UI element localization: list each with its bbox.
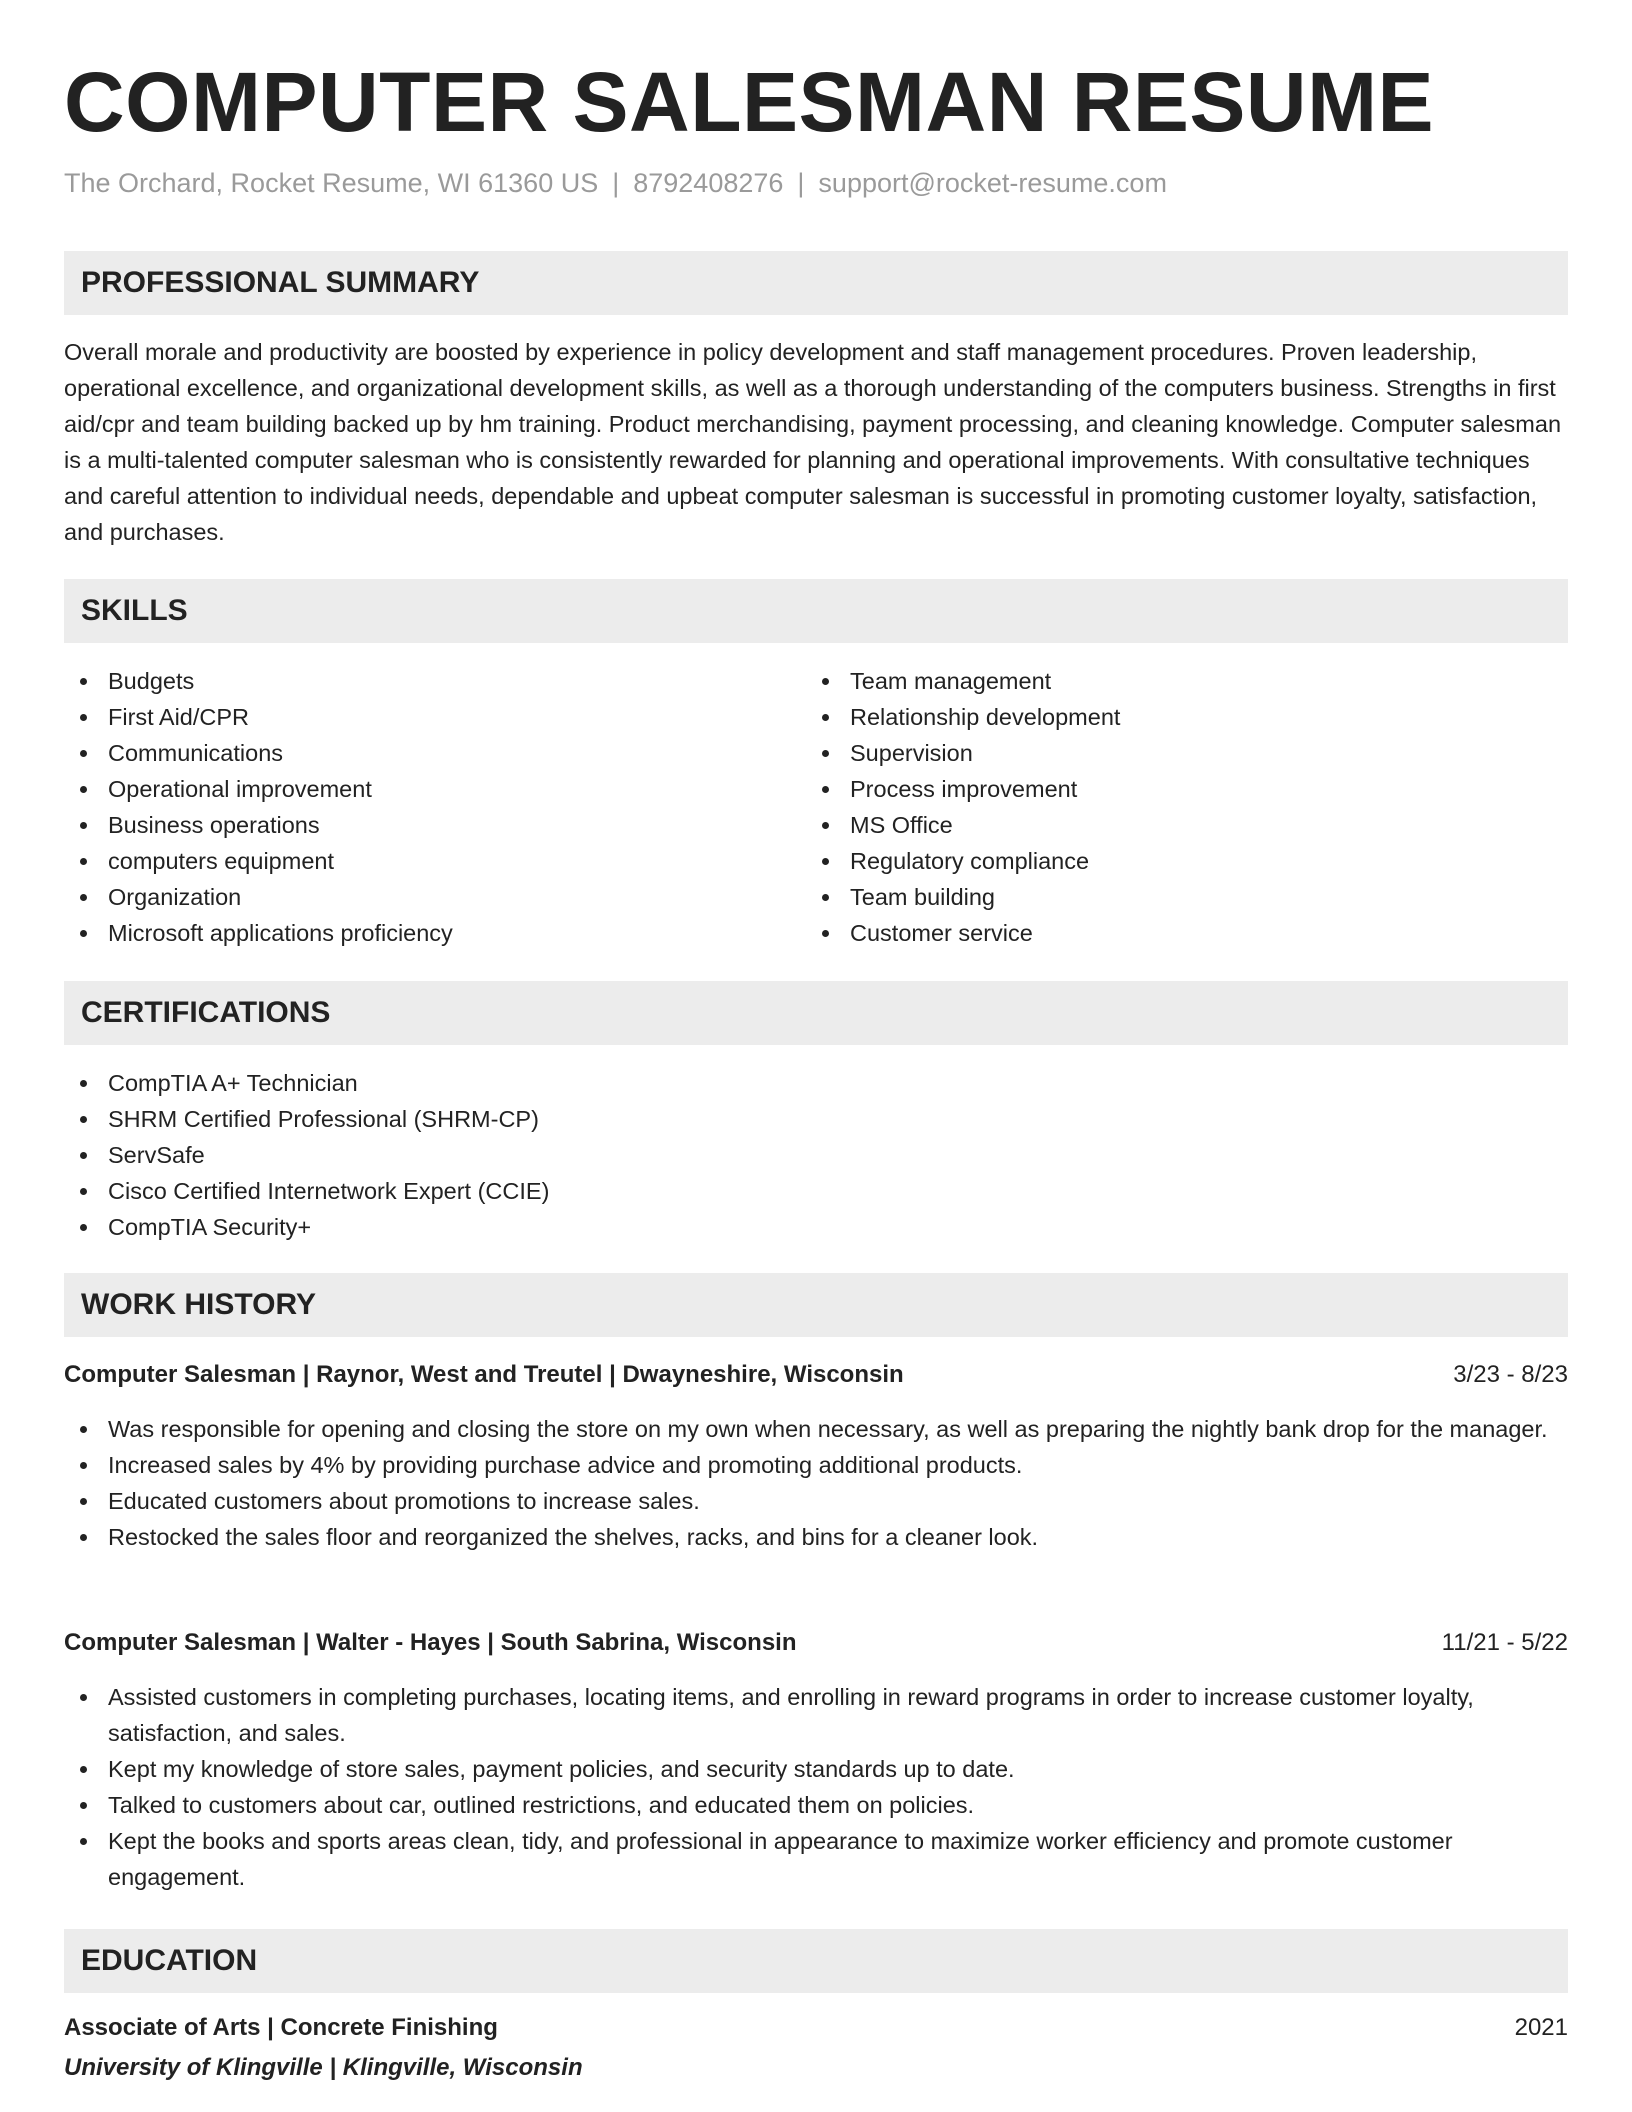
section-header-education <box>64 1929 1568 1993</box>
job-bullet: Assisted customers in completing purchases, locating items, and enrolling in reward programs in order to increase customer loyalty, satisfaction, and sales. <box>64 1679 1568 1751</box>
skill-item: Operational improvement <box>64 771 764 807</box>
section-title-summary: PROFESSIONAL SUMMARY <box>81 266 480 299</box>
job-bullet: Increased sales by 4% by providing purchase advice and promoting additional products. <box>64 1447 1568 1483</box>
job-bullet: Restocked the sales floor and reorganized the shelves, racks, and bins for a cleaner look. <box>64 1519 1568 1555</box>
job-dates-2: 11/21 - 5/22 <box>1441 1629 1568 1656</box>
section-header-skills <box>64 579 1568 643</box>
skill-item: Relationship development <box>806 699 1506 735</box>
contact-email[interactable]: support@rocket-resume.com <box>818 168 1167 198</box>
job-bullet: Talked to customers about car, outlined restrictions, and educated them on policies. <box>64 1787 1568 1823</box>
skill-item: Communications <box>64 735 764 771</box>
job-bullets-1 <box>64 1411 1568 1555</box>
job-bullet: Kept the books and sports areas clean, tidy, and professional in appearance to maximize worker efficiency and promote customer engagement. <box>64 1823 1568 1895</box>
contact-separator: | <box>797 168 805 198</box>
certification-item: Cisco Certified Internetwork Expert (CCIE) <box>64 1173 1568 1209</box>
section-title-certifications: CERTIFICATIONS <box>81 996 331 1029</box>
skill-item: Team building <box>806 879 1506 915</box>
contact-address: The Orchard, Rocket Resume, WI 61360 US <box>64 168 599 198</box>
job-title-2: Computer Salesman | Walter - Hayes | South Sabrina, Wisconsin <box>64 1629 797 1656</box>
skill-item: Regulatory compliance <box>806 843 1506 879</box>
education-school: University of Klingville | Klingville, Wisconsin <box>64 2054 583 2081</box>
skill-item: computers equipment <box>64 843 764 879</box>
skill-item: Budgets <box>64 663 764 699</box>
skill-item: Microsoft applications proficiency <box>64 915 764 951</box>
job-title-1: Computer Salesman | Raynor, West and Treutel | Dwayneshire, Wisconsin <box>64 1361 904 1388</box>
certification-item: CompTIA Security+ <box>64 1209 1568 1245</box>
summary-paragraph: Overall morale and productivity are boosted by experience in policy development and staff management procedures. Proven leadership, operational excellence, and organizational development skills, as well as a thorough understanding of the computers business. Strengths in first aid/cpr and team building backed up by hm training. Product merchandising, payment processing, and cleaning knowledge. Computer salesman is a multi-talented computer salesman who is consistently rewarded for planning and operational improvements. With consultative techniques and careful attention to individual needs, dependable and upbeat computer salesman is successful in promoting customer loyalty, satisfaction, and purchases. <box>64 339 1562 545</box>
section-title-work-history: WORK HISTORY <box>81 1288 317 1321</box>
contact-line <box>64 165 1167 201</box>
education-year: 2021 <box>1514 2014 1568 2041</box>
section-header-summary <box>64 251 1568 315</box>
skill-item: Organization <box>64 879 764 915</box>
section-title-skills: SKILLS <box>81 594 188 627</box>
job-bullet: Was responsible for opening and closing the store on my own when necessary, as well as preparing the nightly bank drop for the manager. <box>64 1411 1568 1447</box>
skill-item: Process improvement <box>806 771 1506 807</box>
education-degree: Associate of Arts | Concrete Finishing <box>64 2014 498 2041</box>
certifications-list <box>64 1065 1568 1245</box>
skills-list-left <box>64 663 764 951</box>
contact-phone: 8792408276 <box>633 168 784 198</box>
skill-item: MS Office <box>806 807 1506 843</box>
skill-item: Business operations <box>64 807 764 843</box>
skill-item: Team management <box>806 663 1506 699</box>
section-title-education: EDUCATION <box>81 1944 258 1977</box>
skills-list-right <box>806 663 1506 951</box>
skill-item: First Aid/CPR <box>64 699 764 735</box>
job-bullet: Kept my knowledge of store sales, payment policies, and security standards up to date. <box>64 1751 1568 1787</box>
certification-item: ServSafe <box>64 1137 1568 1173</box>
section-header-work-history <box>64 1273 1568 1337</box>
job-dates-1: 3/23 - 8/23 <box>1453 1361 1568 1388</box>
contact-separator: | <box>612 168 620 198</box>
section-header-certifications <box>64 981 1568 1045</box>
skill-item: Supervision <box>806 735 1506 771</box>
certification-item: CompTIA A+ Technician <box>64 1065 1568 1101</box>
resume-name-title: COMPUTER SALESMAN RESUME <box>64 55 1435 149</box>
job-bullets-2 <box>64 1679 1568 1895</box>
certification-item: SHRM Certified Professional (SHRM-CP) <box>64 1101 1568 1137</box>
job-bullet: Educated customers about promotions to increase sales. <box>64 1483 1568 1519</box>
skill-item: Customer service <box>806 915 1506 951</box>
